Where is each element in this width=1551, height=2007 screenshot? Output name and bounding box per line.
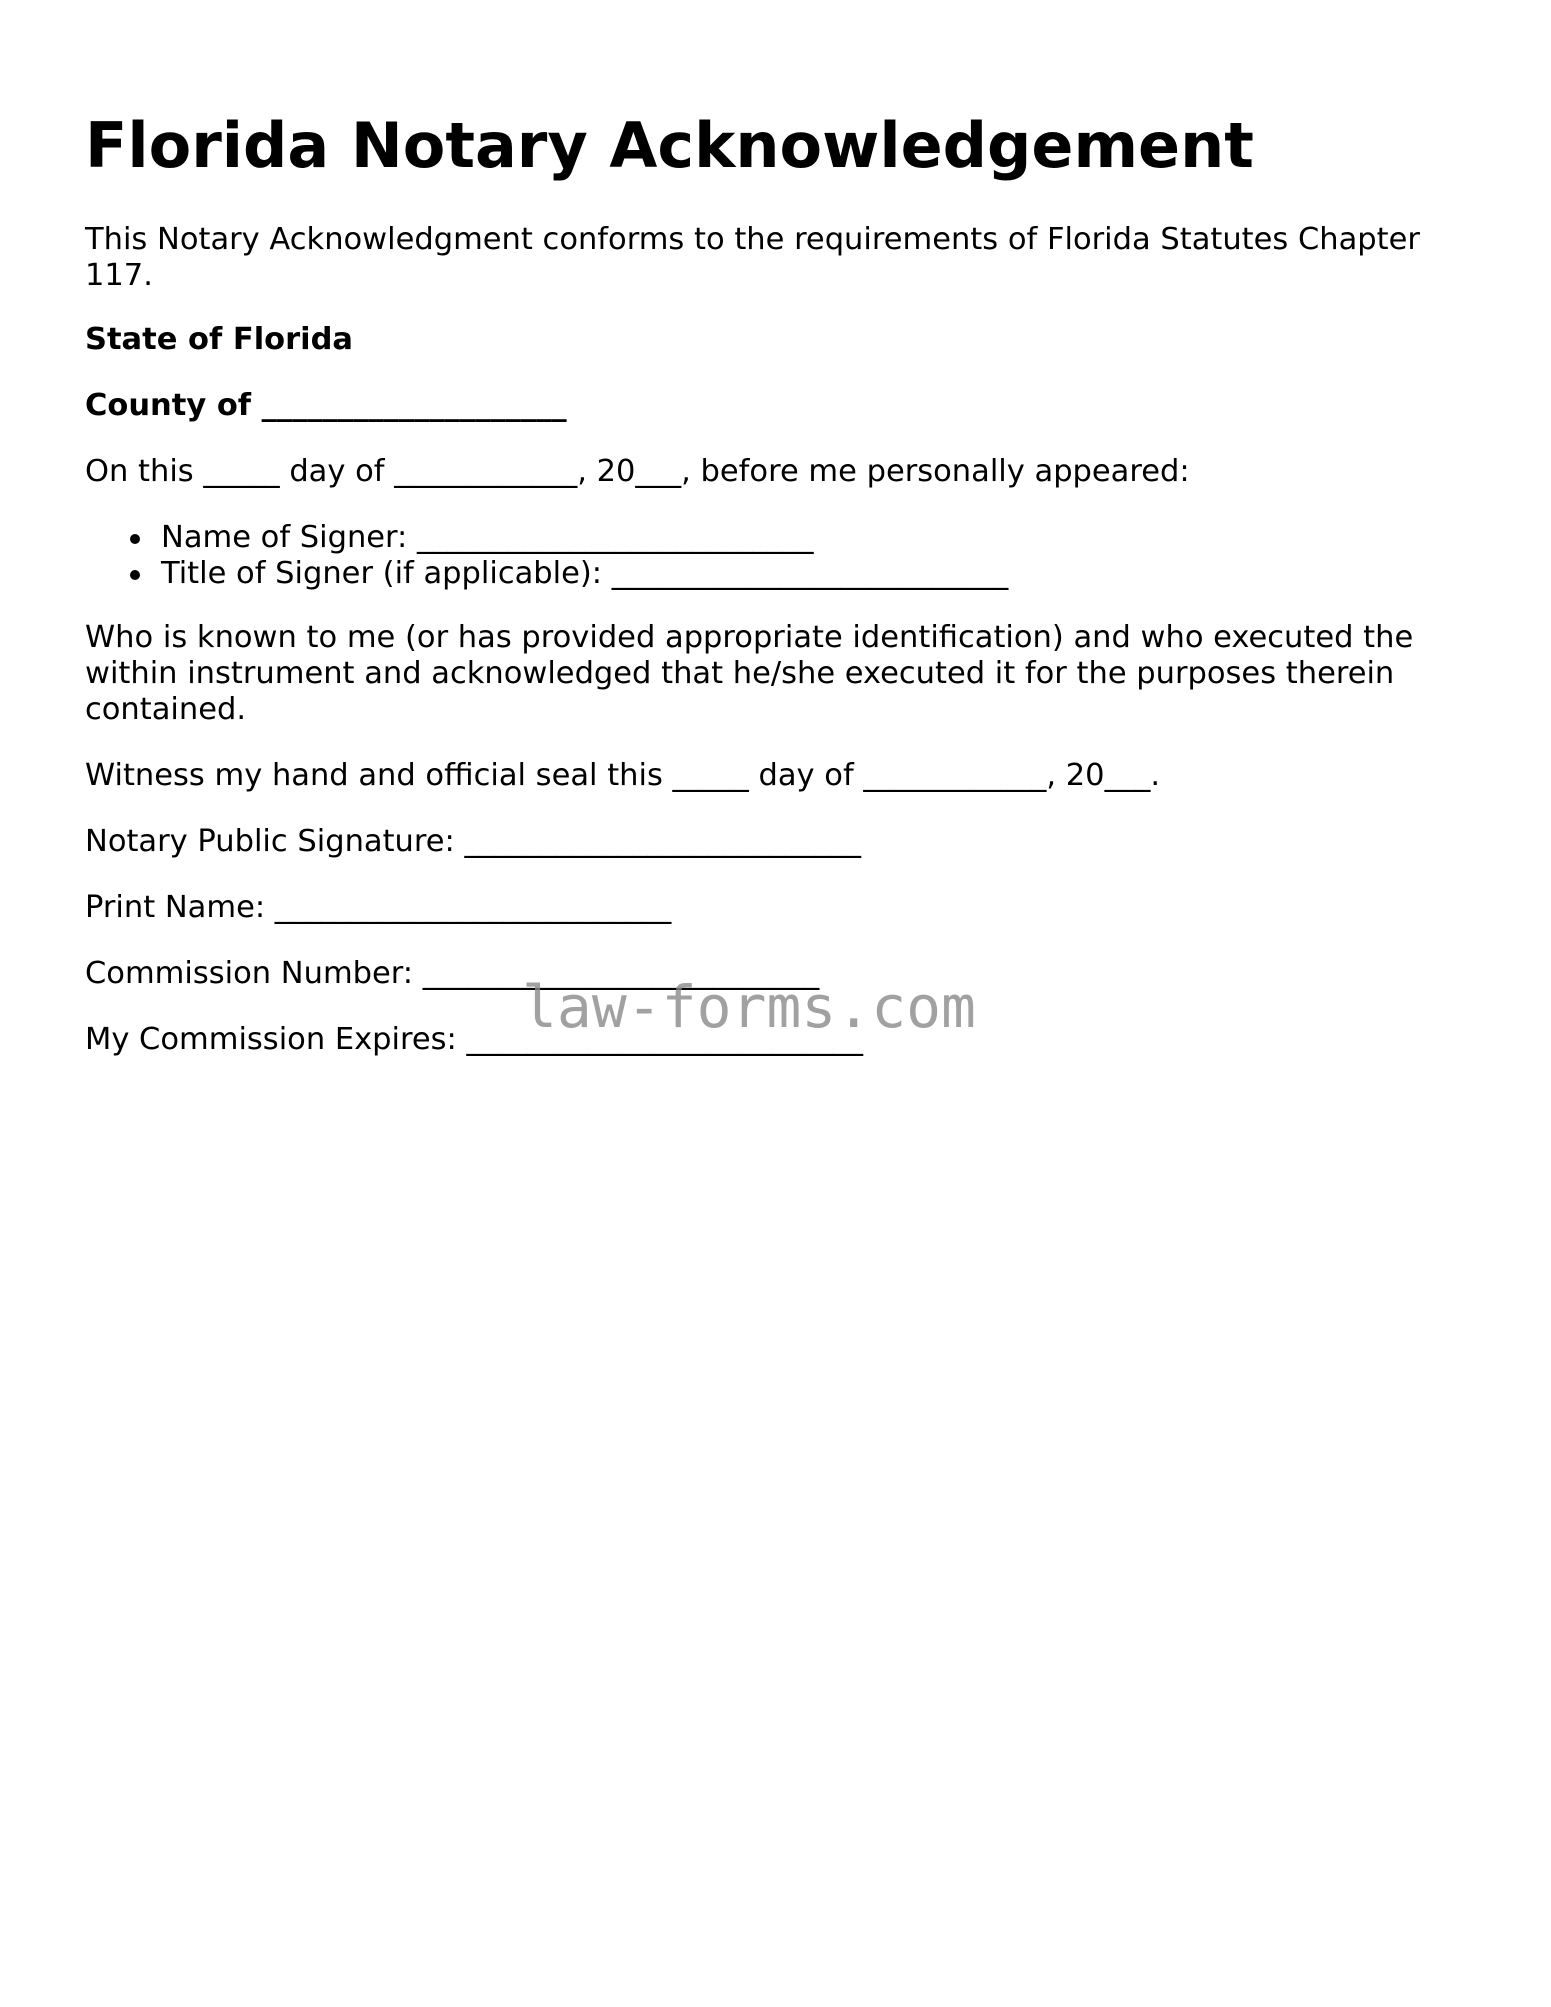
document-title: Florida Notary Acknowledgement <box>85 109 1254 182</box>
watermark: law-forms.com <box>522 973 976 1041</box>
commission-number-line: Commission Number: __________________________ <box>85 956 820 991</box>
witness-line: Witness my hand and official seal this _____ day of ____________, 20___. <box>85 758 1161 793</box>
bullet-icon <box>130 570 140 580</box>
bullet-icon <box>130 534 140 544</box>
print-name-line: Print Name: __________________________ <box>85 890 672 925</box>
list-item <box>85 556 1008 592</box>
signer-title-field: Title of Signer (if applicable): __________________________ <box>161 556 1009 591</box>
signer-name-field: Name of Signer: __________________________ <box>161 520 814 555</box>
signer-list <box>85 520 1008 592</box>
commission-expires-line: My Commission Expires: __________________________ <box>85 1022 864 1057</box>
attestation-paragraph: Who is known to me (or has provided appropriate identification) and who executed the within instrument and acknowledged that he/she executed it for the purposes therein contained. <box>85 620 1414 727</box>
notary-signature-line: Notary Public Signature: __________________________ <box>85 824 861 859</box>
intro-paragraph: This Notary Acknowledgment conforms to the requirements of Florida Statutes Chapter 117. <box>85 222 1420 293</box>
county-line: County of ____________________ <box>85 388 567 423</box>
appearance-line: On this _____ day of ____________, 20___, before me personally appeared: <box>85 454 1190 489</box>
state-line: State of Florida <box>85 322 354 357</box>
list-item <box>85 520 1008 556</box>
